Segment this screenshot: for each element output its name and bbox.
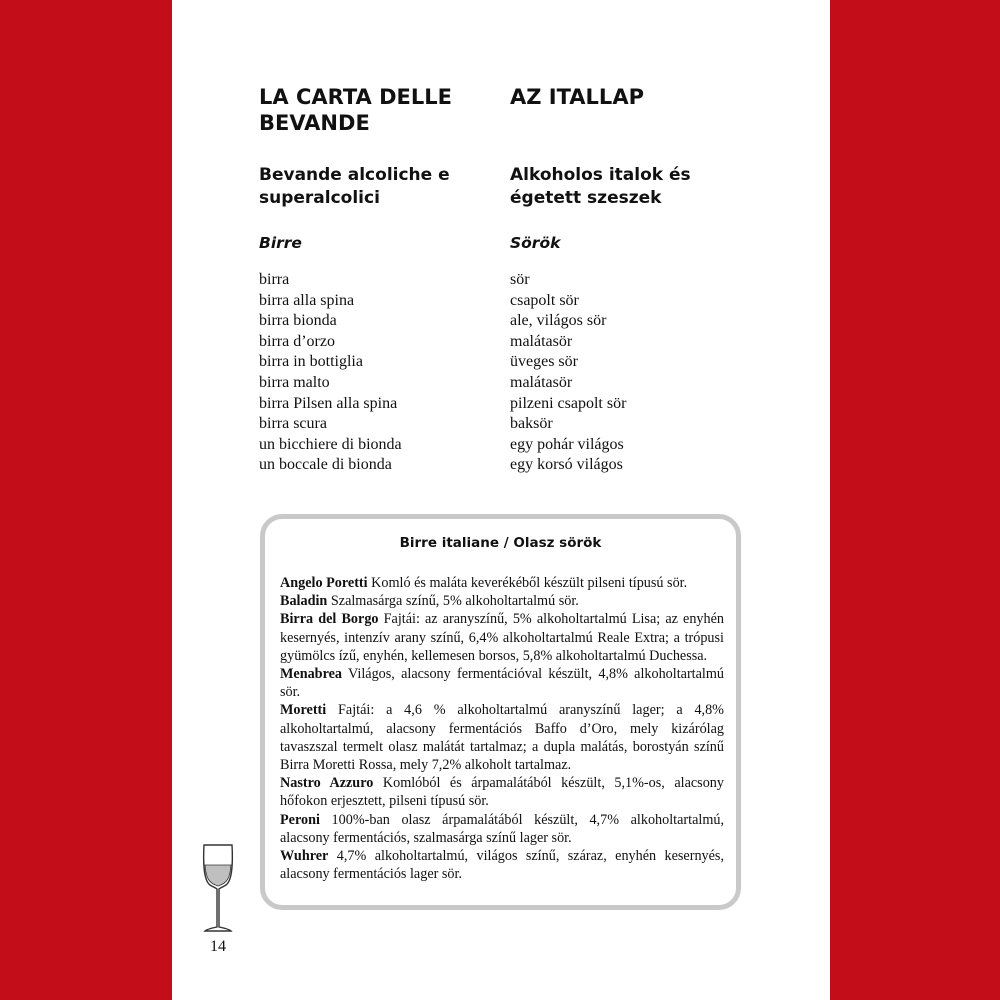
term-item: birra scura <box>259 415 327 433</box>
beer-entry <box>280 847 724 883</box>
term-item: üveges sör <box>510 353 578 371</box>
page-number: 14 <box>210 938 226 955</box>
beer-entry <box>280 665 724 701</box>
term-item: egy pohár világos <box>510 435 624 453</box>
italian-term-list <box>259 270 402 476</box>
beer-description: Komló és maláta keverékéből készült pilseni típusú sör. <box>367 575 688 591</box>
hungarian-term-list <box>510 270 626 476</box>
term-item: birra in bottiglia <box>259 353 363 371</box>
beer-name: Peroni <box>280 811 320 828</box>
italian-section-title: Birre <box>259 234 302 252</box>
term-item: egy korsó világos <box>510 456 623 474</box>
book-page <box>172 0 830 1000</box>
term-item: csapolt sör <box>510 291 579 309</box>
beer-name: Menabrea <box>280 666 342 683</box>
term-item: sör <box>510 271 530 288</box>
beer-entry <box>280 701 724 774</box>
term-item: malátasör <box>510 373 573 391</box>
term-item: birra bionda <box>259 312 337 330</box>
term-item: baksör <box>510 415 553 433</box>
beer-entry <box>280 811 724 847</box>
beer-name: Birra del Borgo <box>280 611 379 628</box>
term-item: pilzeni csapolt sör <box>510 394 627 412</box>
beer-entry <box>280 774 724 810</box>
beer-entry <box>280 574 724 592</box>
beer-description: Fajtái: az aranyszínű, 5% alkoholtartalmú Lisa; az enyhén kesernyés, intenzív arany színű, 6,4% alkoholtartalmú Reale Extra; a trópusi gyümölcs ízű, enyhén, kellemesen borsos, 5,8% alkoholtartalmú Duchessa. <box>280 611 724 664</box>
beer-entry <box>280 592 724 610</box>
italian-beers-box <box>260 514 741 910</box>
box-title: Birre italiane / Olasz sörök <box>399 535 602 551</box>
beer-name: Wuhrer <box>280 848 329 865</box>
beer-description: Szalmasárga színű, 5% alkoholtartalmú sör. <box>327 593 579 610</box>
beer-name: Baladin <box>280 593 328 610</box>
beer-description: 100%-ban olasz árpamalátából készült, 4,7% alkoholtartalmú, alacsony fermentációs, szalmasárga színű lager sör. <box>280 811 724 846</box>
beer-description: Fajtái: a 4,6 % alkoholtartalmú aranyszínű lager; a 4,8% alkoholtartalmú, alacsony fermentációs Baffo d’Oro, mely kizárólag tavaszszal termelt olasz malátát tartalmaz; a dupla malátás, borostyán színű Birra Moretti Rossa, mely 7,2% alkoholt tartalmaz. <box>280 702 724 774</box>
term-item: un bicchiere di bionda <box>259 435 402 453</box>
beer-name: Moretti <box>280 702 327 719</box>
term-item: malátasör <box>510 332 573 350</box>
italian-heading: LA CARTA DELLE BEVANDE <box>259 85 452 135</box>
beer-description: Komlóból és árpamalátából készült, 5,1%-os, alacsony hőfokon erjesztett, pilseni típusú sör. <box>280 775 724 810</box>
beer-entry <box>280 610 724 665</box>
beer-entry-list <box>280 574 724 883</box>
term-item: ale, világos sör <box>510 312 607 330</box>
hungarian-section-title: Sörök <box>510 234 561 252</box>
hungarian-heading: AZ ITALLAP <box>510 85 644 109</box>
italian-subheading: Bevande alcoliche e superalcolici <box>259 165 450 208</box>
term-item: un boccale di bionda <box>259 456 392 474</box>
wine-glass-icon <box>202 843 234 933</box>
beer-description: Világos, alacsony fermentációval készült, 4,8% alkoholtartalmú sör. <box>280 666 724 701</box>
beer-name: Angelo Poretti <box>280 575 368 591</box>
hungarian-subheading: Alkoholos italok és égetett szeszek <box>510 165 691 208</box>
term-item: birra d’orzo <box>259 332 335 350</box>
term-item: birra malto <box>259 373 330 391</box>
beer-description: 4,7% alkoholtartalmú, világos színű, száraz, enyhén kesernyés, alacsony fermentációs lager sör. <box>280 848 724 883</box>
term-item: birra <box>259 271 290 288</box>
term-item: birra Pilsen alla spina <box>259 394 398 412</box>
term-item: birra alla spina <box>259 291 355 309</box>
beer-name: Nastro Azzuro <box>280 775 374 792</box>
